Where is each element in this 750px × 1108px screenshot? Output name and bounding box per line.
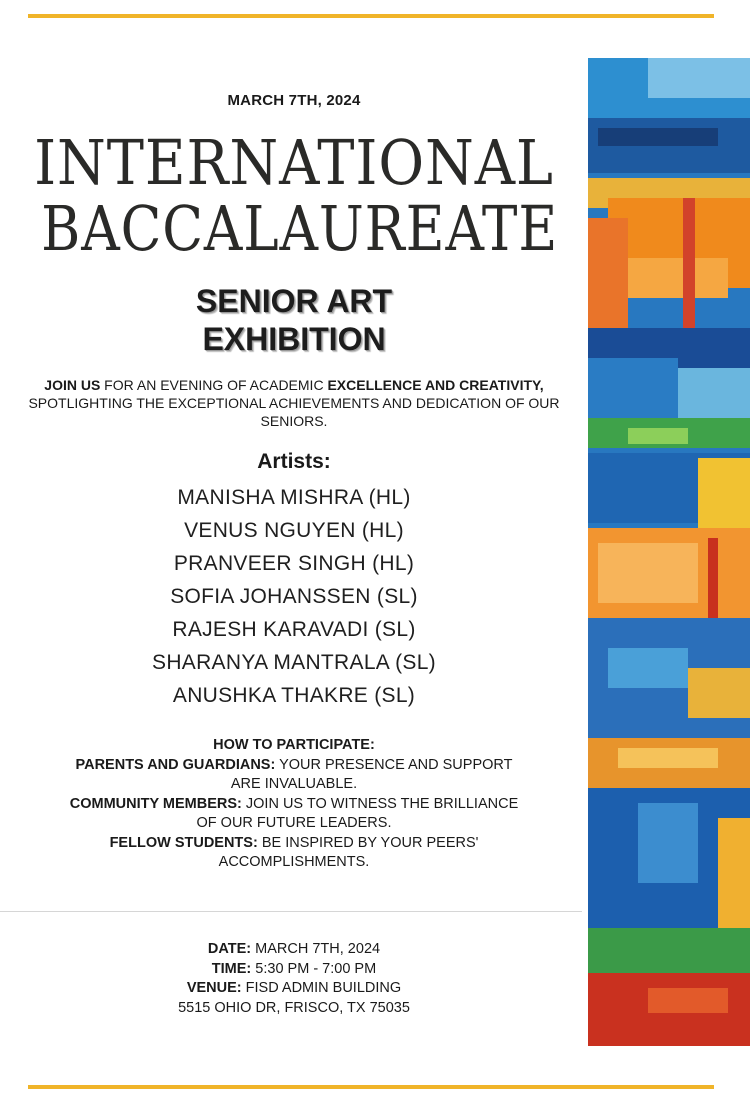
community-label: COMMUNITY MEMBERS: (69, 795, 242, 812)
artist-item: ANUSHKA THAKRE (SL) (172, 684, 416, 707)
subtitle-line-2: EXHIBITION (202, 321, 386, 357)
event-details (0, 940, 588, 1018)
artist-item: VENUS NGUYEN (HL) (184, 519, 404, 542)
abstract-painting-image (588, 58, 750, 1046)
date-value: MARCH 7TH, 2024 (251, 941, 381, 957)
intro-join-us: JOIN US (44, 377, 101, 393)
students-text-2: ACCOMPLISHMENTS. (218, 854, 370, 870)
participate-heading: HOW TO PARTICIPATE: (213, 737, 375, 753)
bottom-accent-rule (28, 1085, 714, 1089)
event-date-header: MARCH 7TH, 2024 (227, 92, 361, 109)
time-label: TIME: (211, 960, 252, 977)
intro-paragraph (0, 376, 588, 430)
how-to-participate (0, 736, 588, 873)
students-text-1: BE INSPIRED BY YOUR PEERS' (257, 834, 479, 851)
venue-address: 5515 OHIO DR, FRISCO, TX 75035 (178, 999, 410, 1016)
subtitle-line-1: SENIOR ART (195, 283, 393, 319)
parents-label: PARENTS AND GUARDIANS: (75, 756, 276, 773)
artist-item: PRANVEER SINGH (HL) (173, 552, 415, 575)
venue-label: VENUE: (186, 980, 242, 996)
artist-item: MANISHA MISHRA (HL) (177, 486, 411, 509)
time-value: 5:30 PM - 7:00 PM (251, 960, 377, 977)
section-divider (0, 911, 582, 912)
artist-item: SOFIA JOHANSSEN (SL) (170, 585, 418, 608)
parents-text-2: ARE INVALUABLE. (230, 776, 358, 792)
intro-text-1: FOR AN EVENING OF ACADEMIC (100, 377, 328, 393)
intro-bold-2: EXCELLENCE AND CREATIVITY, (327, 377, 544, 393)
title-line-1: INTERNATIONAL (34, 126, 554, 199)
community-text-1: JOIN US TO WITNESS THE BRILLIANCE (241, 795, 519, 812)
venue-value: FISD ADMIN BUILDING (241, 980, 402, 996)
title-line-2: BACCALAUREATE (41, 192, 559, 265)
artists-list (0, 481, 588, 712)
intro-line-2: SPOTLIGHTING THE EXCEPTIONAL ACHIEVEMENTS AND DEDICATION OF OUR (28, 395, 560, 411)
artist-item: RAJESH KARAVADI (SL) (172, 618, 416, 641)
intro-line-3: SENIORS. (260, 413, 328, 429)
top-accent-rule (28, 14, 714, 18)
students-label: FELLOW STUDENTS: (109, 834, 258, 851)
date-label: DATE: (207, 941, 252, 957)
parents-text-1: YOUR PRESENCE AND SUPPORT (275, 756, 513, 773)
community-text-2: OF OUR FUTURE LEADERS. (196, 815, 392, 831)
artists-heading: Artists: (257, 450, 331, 473)
artist-item: SHARANYA MANTRALA (SL) (152, 651, 436, 674)
